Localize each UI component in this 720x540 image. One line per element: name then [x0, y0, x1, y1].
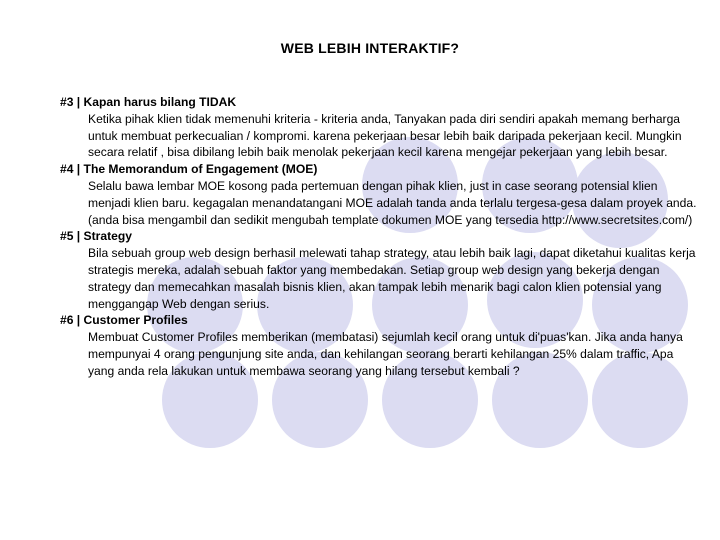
- section-paragraph: Bila sebuah group web design berhasil melewati tahap strategy, atau lebih baik lagi, dapat diketahui kualitas kerja strategis mereka, adalah sebuah faktor yang membedakan. Setiap group web design yang bekerja dengan strategy dan memecahkan masalah bisnis klien, akan tampak lebih menarik bagi calon klien potensial yang menggangap Web dengan serius.: [88, 246, 696, 311]
- section-paragraph: Membuat Customer Profiles memberikan (membatasi) sejumlah kecil orang untuk di'puas'kan. Jika anda hanya mempunyai 4 orang pengunjung site anda, dan kehilangan seorang berarti kehilangan 25% dalam traffic, Apa yang anda rela lakukan untuk membawa seorang yang hilang tersebut kembali ?: [88, 330, 683, 378]
- section-heading: #6 | Customer Profiles: [60, 313, 188, 328]
- section-paragraph: Ketika pihak klien tidak memenuhi kriteria - kriteria anda, Tanyakan pada diri sendiri apakah memang berharga untuk membuat perkecualian / kompromi. karena pekerjaan besar lebih baik daripada pekerjaan kecil. Mungkin secara relatif , bisa dibilang lebih baik menolak pekerjaan kecil karena mengejar pekerjaan yang lebih besar.: [88, 111, 682, 160]
- section-heading: #5 | Strategy: [60, 229, 132, 244]
- section-heading: #4 | The Memorandum of Engagement (MOE): [60, 162, 318, 177]
- slide-body: [60, 94, 700, 380]
- slide-title: WEB LEBIH INTERAKTIF?: [280, 40, 460, 56]
- section-paragraph: Selalu bawa lembar MOE kosong pada pertemuan dengan pihak klien, just in case seorang potensial klien menjadi klien baru. kegagalan menandatangani MOE adalah tanda anda terlalu tergesa-gesa dalam proyek anda. (anda bisa mengambil dan sedikit mengubah template dokumen MOE yang tersedia http://www.secretsites.com/): [88, 178, 697, 227]
- section-heading: #3 | Kapan harus bilang TIDAK: [60, 95, 237, 109]
